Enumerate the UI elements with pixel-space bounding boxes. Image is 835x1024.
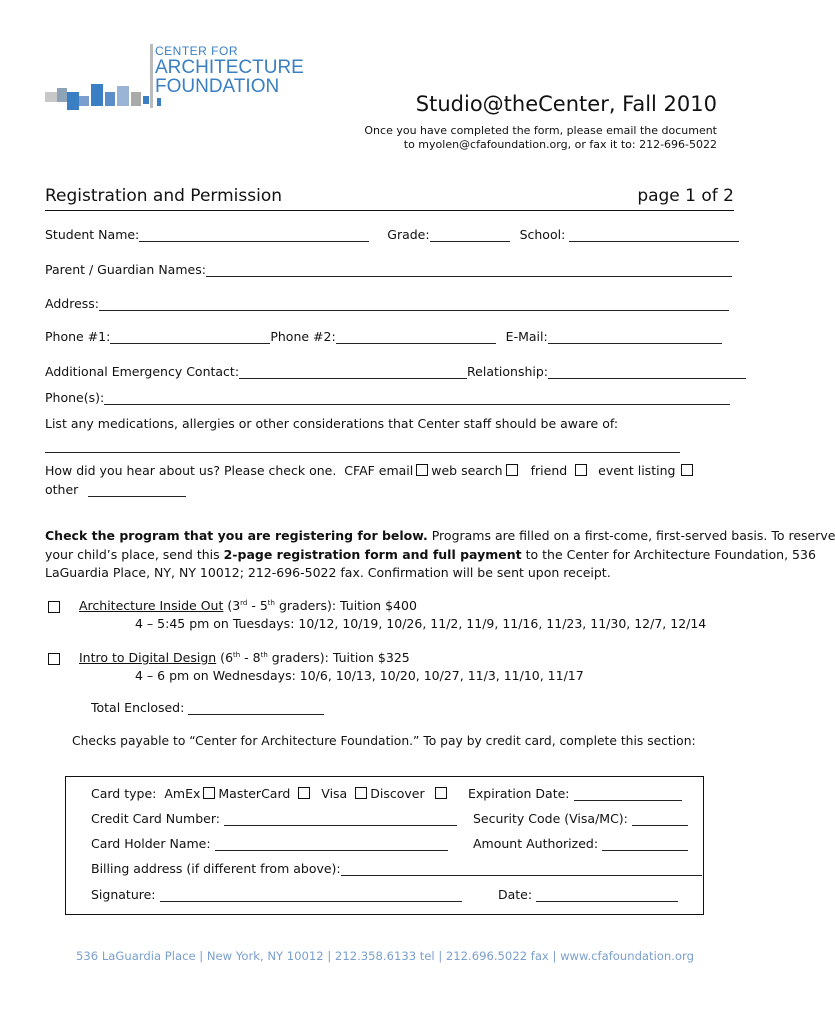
discover-label: Discover [370, 786, 425, 801]
expiration-row [468, 786, 682, 801]
grade-field[interactable] [430, 228, 510, 242]
phone2-field[interactable] [336, 330, 496, 344]
phone1-label: Phone #1: [45, 329, 111, 344]
hear-option-email: CFAF email [344, 463, 414, 478]
phone-row [45, 329, 722, 344]
event-listing-checkbox[interactable] [681, 464, 693, 476]
date-label: Date: [498, 887, 533, 902]
billing-row [91, 861, 702, 876]
card-holder-label: Card Holder Name: [91, 836, 211, 851]
total-label: Total Enclosed: [91, 700, 185, 715]
course-1-grade-start-suffix: rd [240, 598, 248, 607]
program-heading: Check the program that you are registering for below. [45, 528, 428, 543]
instructions-line-1: Once you have completed the form, please email the document [364, 124, 717, 137]
mastercard-checkbox[interactable] [298, 787, 310, 799]
page-number: page 1 of 2 [637, 186, 734, 206]
card-holder-row [91, 836, 448, 851]
amount-label: Amount Authorized: [473, 836, 599, 851]
logo-line-1: CENTER FOR [155, 44, 238, 58]
grade-label: Grade: [387, 227, 430, 242]
course-2-grade-start: 6 [225, 650, 234, 665]
hear-option-web: web search [431, 463, 503, 478]
section-heading [45, 186, 734, 211]
mastercard-label: MasterCard [218, 786, 291, 801]
expiration-field[interactable] [574, 787, 682, 801]
program-line-3 [45, 565, 611, 580]
course-1-grade-end-suffix: th [267, 598, 275, 607]
card-type-row [91, 786, 450, 801]
parent-label: Parent / Guardian Names: [45, 262, 206, 277]
checks-note: Checks payable to “Center for Architecture Foundation.” To pay by credit card, complete this section: [72, 734, 696, 748]
program-text-2a: your child’s place, send this [45, 547, 224, 562]
amount-field[interactable] [602, 837, 688, 851]
program-text-3: LaGuardia Place, NY, NY 10012; 212-696-5022 fax. Confirmation will be sent upon receipt. [45, 565, 611, 580]
other-label: other [45, 482, 79, 497]
emergency-field[interactable] [239, 365, 467, 379]
course-2-grade-end: 8 [252, 650, 261, 665]
section-title: Registration and Permission [45, 186, 282, 206]
address-row [45, 296, 729, 311]
card-number-row [91, 811, 457, 826]
credit-card-section [65, 776, 704, 915]
address-field[interactable] [99, 297, 729, 311]
logo-mark [45, 42, 155, 112]
medications-field[interactable] [45, 440, 680, 453]
emergency-label: Additional Emergency Contact: [45, 364, 240, 379]
student-name-label: Student Name: [45, 227, 140, 242]
phone1-field[interactable] [110, 330, 270, 344]
emergency-row [45, 364, 746, 379]
web-search-checkbox[interactable] [506, 464, 518, 476]
phone2-label: Phone #2: [270, 329, 336, 344]
course-2-grade-end-suffix: th [260, 650, 268, 659]
security-code-label: Security Code (Visa/MC): [473, 811, 628, 826]
signature-label: Signature: [91, 887, 156, 902]
signature-field[interactable] [160, 888, 462, 902]
amex-checkbox[interactable] [203, 787, 215, 799]
hear-question: How did you hear about us? Please check one. [45, 463, 337, 478]
student-row [45, 227, 739, 242]
course-2-schedule: 4 – 6 pm on Wednesdays: 10/6, 10/13, 10/20, 10/27, 11/3, 11/10, 11/17 [135, 668, 584, 683]
card-holder-field[interactable] [215, 837, 448, 851]
security-code-field[interactable] [632, 812, 688, 826]
friend-checkbox[interactable] [575, 464, 587, 476]
course-1-grade-start: 3 [232, 598, 241, 613]
instructions-line-2: to myolen@cfafoundation.org, or fax it to: 212-696-5022 [403, 138, 717, 151]
course-1-checkbox[interactable] [48, 601, 60, 613]
program-text-2b: to the Center for Architecture Foundation, 536 [521, 547, 816, 562]
total-field[interactable] [188, 701, 324, 715]
course-1-grade-end: 5 [259, 598, 268, 613]
card-number-label: Credit Card Number: [91, 811, 220, 826]
program-text-2-bold: 2-page registration form and full payment [223, 547, 522, 562]
address-label: Address: [45, 296, 99, 311]
parent-field[interactable] [206, 263, 732, 277]
amount-row [473, 836, 688, 851]
course-1-grade-sep: - [247, 598, 260, 613]
hear-option-event: event listing [598, 463, 676, 478]
phones-row [45, 390, 730, 405]
program-line-2 [45, 547, 816, 562]
visa-label: Visa [321, 786, 348, 801]
parent-row [45, 262, 732, 277]
relationship-field[interactable] [548, 365, 746, 379]
student-name-field[interactable] [139, 228, 369, 242]
school-label: School: [519, 227, 566, 242]
hear-option-friend: friend [530, 463, 568, 478]
course-2-grade-sep: - [240, 650, 253, 665]
course-1-name: Architecture Inside Out [79, 598, 224, 613]
course-2-title: Intro to Digital Design (6th - 8th graders): Tuition $325 [79, 650, 410, 665]
course-2-grade-start-suffix: th [233, 650, 241, 659]
course-2-name: Intro to Digital Design [79, 650, 217, 665]
course-2-checkbox[interactable] [48, 653, 60, 665]
billing-field[interactable] [341, 862, 702, 876]
signature-row [91, 887, 462, 902]
phones-field[interactable] [104, 391, 730, 405]
program-line-1 [45, 528, 835, 543]
medications-row [45, 416, 618, 431]
course-1-schedule: 4 – 5:45 pm on Tuesdays: 10/12, 10/19, 10/26, 11/2, 11/9, 11/16, 11/23, 11/30, 12/7, 12/14 [135, 616, 707, 631]
program-text-1: Programs are filled on a first-come, first-served basis. To reserve [427, 528, 835, 543]
card-number-field[interactable] [224, 812, 457, 826]
phones-label: Phone(s): [45, 390, 105, 405]
course-1-tuition: graders): Tuition $400 [274, 598, 417, 613]
relationship-label: Relationship: [467, 364, 548, 379]
other-field[interactable] [88, 483, 186, 497]
card-type-label: Card type: [91, 786, 157, 801]
date-field[interactable] [536, 888, 678, 902]
billing-label: Billing address (if different from above): [91, 861, 341, 876]
hear-row [45, 463, 696, 478]
logo [45, 42, 305, 112]
email-label: E-Mail: [505, 329, 548, 344]
total-row [91, 700, 324, 715]
email-field[interactable] [548, 330, 722, 344]
footer: 536 LaGuardia Place | New York, NY 10012 | 212.358.6133 tel | 212.696.5022 fax | www.cfafoundation.org [76, 949, 694, 963]
email-checkbox[interactable] [416, 464, 428, 476]
other-row [45, 482, 186, 497]
course-2-tuition: graders): Tuition $325 [267, 650, 410, 665]
logo-line-2: ARCHITECTURE [155, 57, 304, 78]
medications-label: List any medications, allergies or other considerations that Center staff should be aware of: [45, 416, 619, 431]
logo-line-3: FOUNDATION [155, 76, 280, 97]
security-code-row [473, 811, 688, 826]
discover-checkbox[interactable] [435, 787, 447, 799]
course-1-title: Architecture Inside Out (3rd - 5th graders): Tuition $400 [79, 598, 417, 613]
page-title: Studio@theCenter, Fall 2010 [415, 92, 717, 116]
date-row [498, 887, 678, 902]
school-field[interactable] [569, 228, 739, 242]
expiration-label: Expiration Date: [468, 786, 570, 801]
amex-label: AmEx [164, 786, 201, 801]
visa-checkbox[interactable] [355, 787, 367, 799]
